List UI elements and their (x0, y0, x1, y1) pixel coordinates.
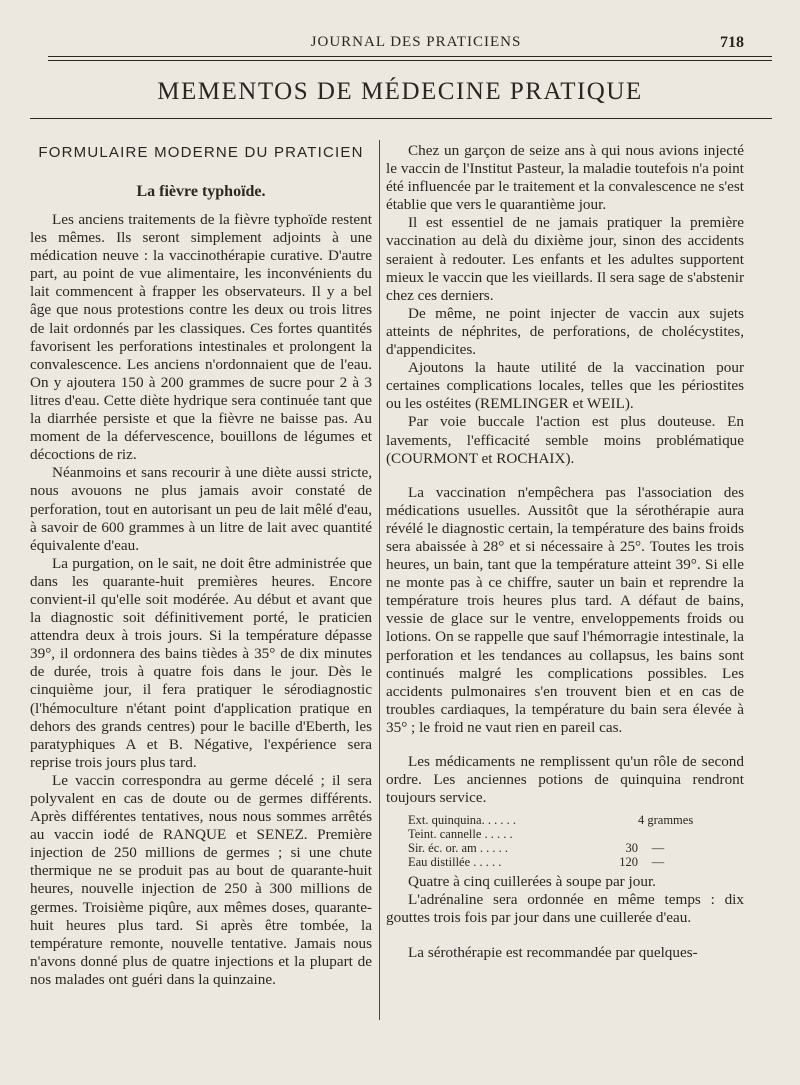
right-column (386, 142, 744, 962)
section-title: FORMULAIRE MODERNE DU PRATICIEN (38, 144, 364, 161)
prescription-formula (408, 813, 744, 869)
running-title: JOURNAL DES PRATICIENS (310, 34, 522, 50)
header-rule (48, 56, 772, 57)
formula-row (408, 841, 744, 855)
formula-name: Eau distillée . . . . . (408, 855, 502, 870)
formula-row (408, 813, 744, 827)
formula-qty (588, 813, 638, 827)
paragraph: Ajoutons la haute utilité de la vaccination pour certaines complications locales, telles que les périostites ou les ostéites (REMLINGER et WEIL). (386, 359, 744, 413)
formula-name: Ext. quinquina. . . . . . (408, 813, 516, 828)
left-column (30, 142, 372, 989)
paragraph: Il est essentiel de ne jamais pratiquer la première vaccination au delà du dixième jour, sinon des accidents seraient à redouter. Les enfants et les adultes supportent mieux le vaccin que les vieillards. Il sera sage de s'abstenir chez ces derniers. (386, 214, 744, 304)
paragraph: Les anciens traitements de la fièvre typhoïde restent les mêmes. Ils seront simplement adjoints à une médication neuve : la vaccinothérapie curative. D'autre part, au point de vue alimentaire, les inconvénients du lait commencent à frapper les observateurs. Il y a bel âge que nous protestions contre les deux ou trois litres de lait ordonnés par les classiques. Ces fortes quantités favorisent les perforations intestinales et prolongent la convalescence. Les anciens n'ordonnaient que de l'eau. On y ajoutera 150 à 200 grammes de sucre pour 2 à 3 litres d'eau. Cette diète hydrique sera continuée tant que la diarrhée persiste et que la fièvre ne baisse pas. Au moment de la défervescence, bouillons de légumes et décoctions de riz. (30, 211, 372, 464)
main-title: MEMENTOS DE MÉDECINE PRATIQUE (157, 78, 643, 105)
formula-unit: — (651, 841, 665, 856)
paragraph: La sérothérapie est recommandée par quelques- (408, 943, 698, 961)
formula-name: Sir. éc. or. am . . . . . (408, 841, 508, 856)
title-rule (30, 118, 772, 119)
paragraph: Par voie buccale l'action est plus douteuse. En lavements, l'efficacité semble moins problématique (COURMONT et ROCHAIX). (386, 413, 744, 467)
paragraph: La vaccination n'empêchera pas l'association des médications usuelles. Aussitôt que la sérothérapie aura révélé le diagnostic certain, la température des bains froids sera abaissée à 28° et si nécessaire à 25°. Toutes les trois heures, un bain, tant que la température atteint 39°. Si elle ne monte pas à ce chiffre, sauter un bain et reprendre la température trois heures plus tard. A défaut de bains, vessie de glace sur le ventre, enveloppements froids ou lotions. On se rappelle que sauf l'hémorragie intestinale, la perforation et les tendances au collapsus, les bains sont continués malgré les complications possibles. Les accidents pulmonaires s'en trouvent bien et en cas de troubles cardiaques, la température du bain sera élevée à 35° ; le froid ne vaut rien en pareil cas. (386, 483, 744, 736)
paragraph: Quatre à cinq cuillerées à soupe par jour. (408, 873, 656, 891)
page-number: 718 (720, 34, 744, 51)
paragraph: Néanmoins et sans recourir à une diète aussi stricte, nous avouons ne plus jamais avoir constaté de perforation, tout en autorisant un peu de lait mêlé d'eau, à savoir de 600 grammes à un litre de lait avec quantité équivalente d'eau. (30, 464, 372, 554)
formula-row (408, 827, 744, 841)
paragraph: L'adrénaline sera ordonnée en même temps : dix gouttes trois fois par jour dans une cuillerée d'eau. (386, 891, 744, 927)
section-subtitle: La fièvre typhoïde. (136, 183, 266, 200)
paragraph: De même, ne point injecter de vaccin aux sujets atteints de néphrites, de perforations, de cholécystites, d'appendicites. (386, 304, 744, 359)
column-separator (379, 140, 380, 1020)
formula-unit: 4 grammes (638, 813, 694, 828)
header-rule-thin (48, 60, 772, 61)
formula-qty (588, 827, 638, 841)
paragraph: Le vaccin correspondra au germe décelé ; il sera polyvalent en cas de doute ou de germes différents. Après différentes tentatives, nous nous sommes arrêtés au vaccin iodé de RANQUE et SENEZ. Première injection de 250 millions de germes ; si une chute thermique ne se produit pas au bout de quarante-huit heures, nouvelle injection de 250 à 300 millions de germes. Troisième piqûre, aux mêmes doses, quarante-huit heures plus tard. Si après être tombée, la température remonte, nouvelle tentative. Jamais nous n'avons donné plus de quatre injections et la plupart de nos malades ont guéri dans la quinzaine. (30, 771, 372, 988)
page-header (88, 34, 744, 52)
paragraph: La purgation, on le sait, ne doit être administrée que dans les quarante-huit premières heures. Encore convient-il qu'elle soit modérée. Au début et avant que la diagnostic soit définitivement porté, le praticien attendra deux à trois jours. Si la température dépasse 39°, il ordonnera des bains tièdes à 35° de dix minutes de durée, trois à quatre fois dans le jour. Dès le cinquième jour, il fera pratiquer le sérodiagnostic (l'hémoculture n'étant point d'application pratique en dehors des grands centres) pour le bacille d'Eberth, les paratyphiques A et B. Négative, l'expérience sera reprise trois jours plus tard. (30, 554, 372, 771)
formula-unit: — (651, 855, 665, 870)
paragraph: Les médicaments ne remplissent qu'un rôle de second ordre. Les anciennes potions de quinquina rendront toujours service. (386, 753, 744, 807)
formula-qty: 30 (625, 841, 638, 856)
formula-name: Teint. cannelle . . . . . (408, 827, 513, 842)
formula-row (408, 855, 744, 869)
formula-qty: 120 (619, 855, 638, 870)
paragraph: Chez un garçon de seize ans à qui nous avions injecté le vaccin de l'Institut Pasteur, la maladie toutefois n'a point été influencée par le traitement et la convalescence ne s'est établie que vers le quarantième jour. (386, 142, 744, 214)
